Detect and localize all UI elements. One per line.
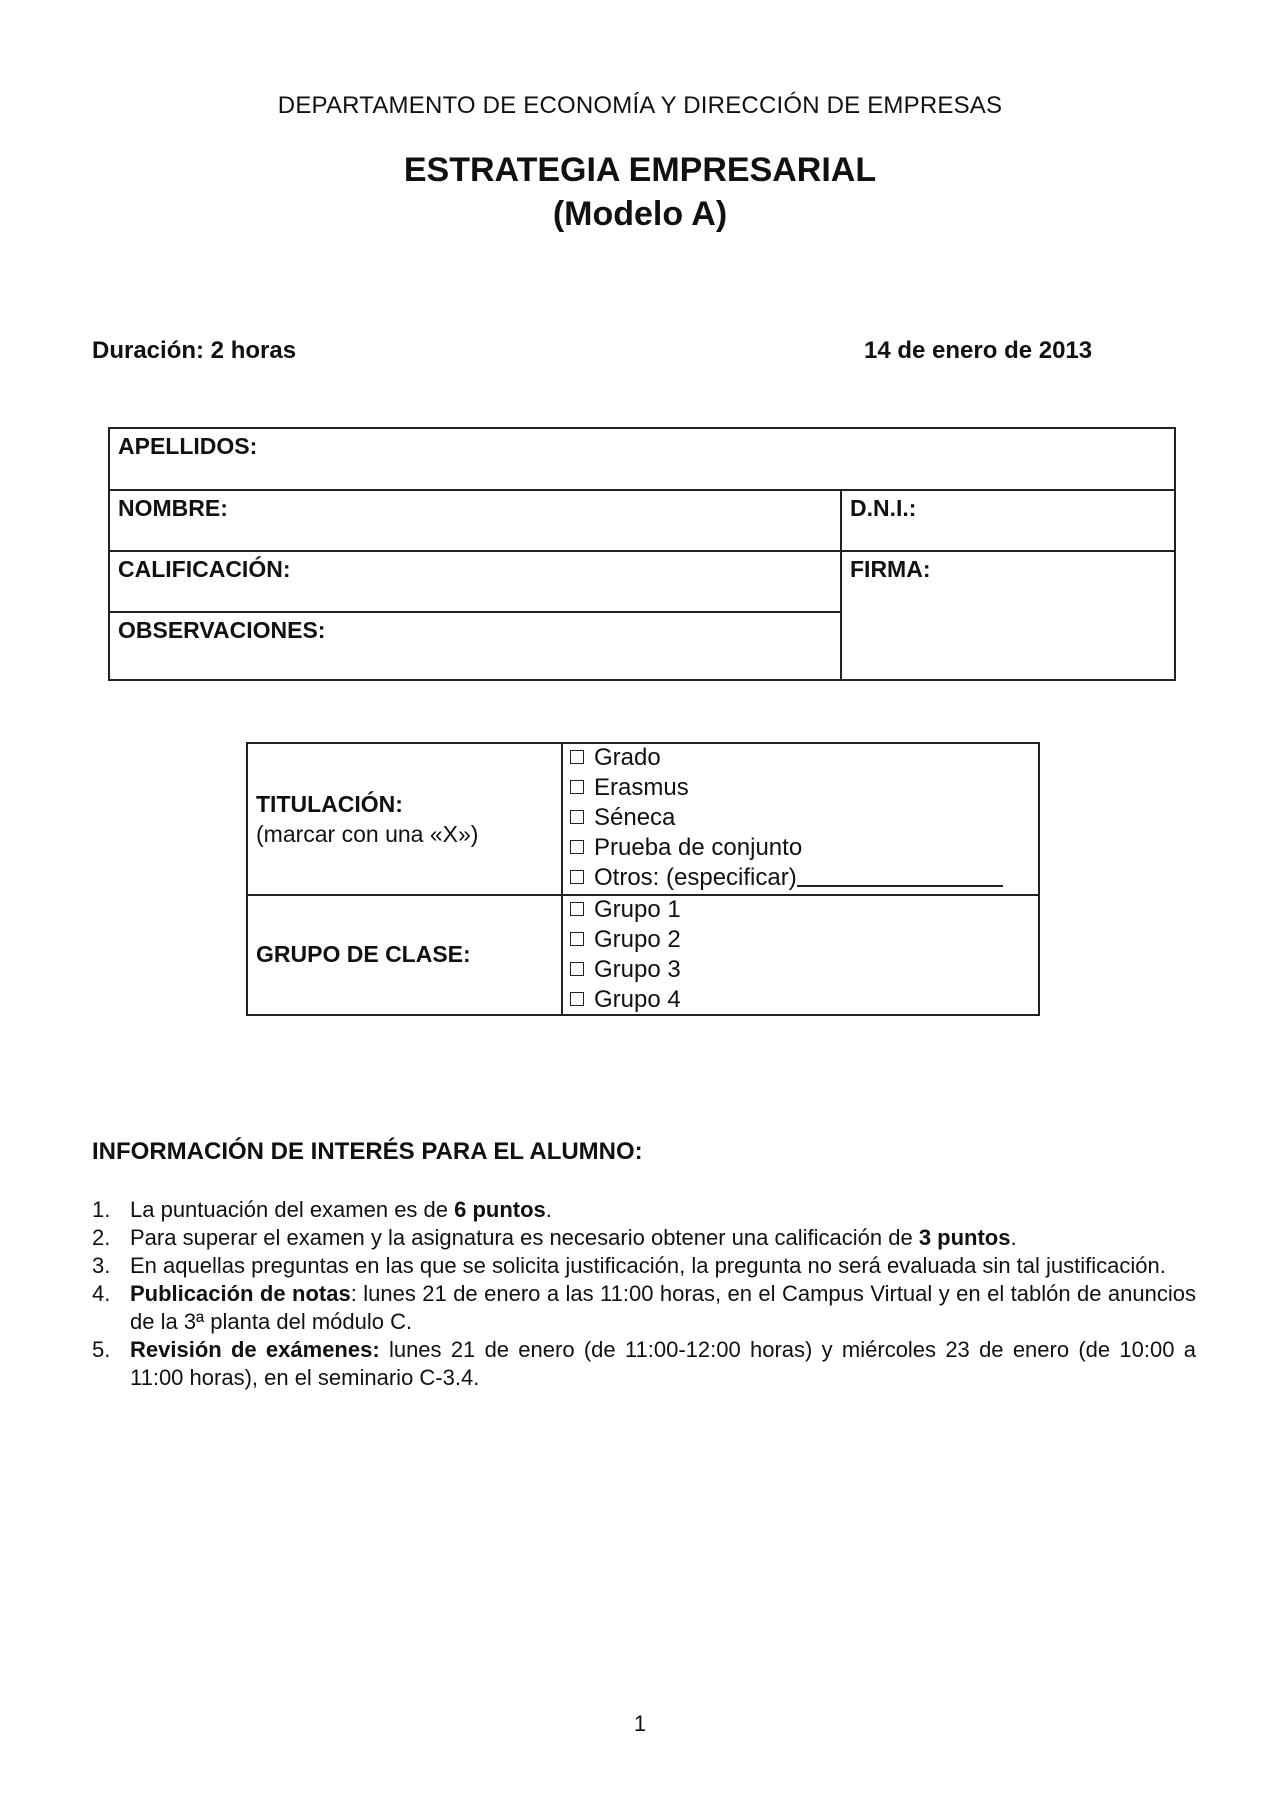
option-grupo-1[interactable]: Grupo 1: [570, 895, 681, 925]
divider: [110, 489, 1174, 491]
checkbox-icon[interactable]: [570, 962, 584, 976]
exam-duration: Duración: 2 horas: [92, 337, 297, 364]
checkbox-icon[interactable]: [570, 870, 584, 884]
option-grado[interactable]: Grado: [570, 743, 1003, 773]
otros-specify-line[interactable]: [797, 863, 1003, 887]
divider: [110, 611, 840, 613]
student-info-form: [108, 427, 1176, 681]
divider: [840, 489, 842, 679]
divider: [561, 744, 563, 1014]
exam-title-model: (Modelo A): [552, 195, 728, 233]
field-nombre[interactable]: NOMBRE:: [118, 495, 228, 521]
titulacion-instruction: (marcar con una «X»): [256, 821, 479, 847]
field-calificacion[interactable]: CALIFICACIÓN:: [118, 556, 291, 582]
titulacion-label: TITULACIÓN:: [256, 791, 403, 817]
checkbox-icon[interactable]: [570, 810, 584, 824]
info-list: [92, 1196, 1196, 1392]
info-heading: INFORMACIÓN DE INTERÉS PARA EL ALUMNO:: [92, 1138, 643, 1165]
titulacion-options: [570, 743, 1003, 893]
exam-date: 14 de enero de 2013: [864, 337, 1093, 364]
option-grupo-4[interactable]: Grupo 4: [570, 985, 681, 1015]
field-dni[interactable]: D.N.I.:: [850, 495, 917, 521]
titulacion-grupo-table: [246, 742, 1040, 1016]
field-firma[interactable]: FIRMA:: [850, 556, 931, 582]
grupo-options: [570, 895, 681, 1015]
checkbox-icon[interactable]: [570, 750, 584, 764]
list-item: 1. La puntuación del examen es de 6 puntos.: [92, 1197, 552, 1222]
department-heading: DEPARTAMENTO DE ECONOMÍA Y DIRECCIÓN DE EMPRESAS: [277, 92, 1003, 119]
option-grupo-2[interactable]: Grupo 2: [570, 925, 681, 955]
field-observaciones[interactable]: OBSERVACIONES:: [118, 617, 326, 643]
list-item: 5. Revisión de exámenes: lunes 21 de enero (de 11:00-12:00 horas) y miércoles 23 de enero (de 10:00 a 11:00 horas), en el seminario C-3.4.: [92, 1337, 1196, 1390]
exam-title-subject: ESTRATEGIA EMPRESARIAL: [403, 151, 877, 189]
option-seneca[interactable]: Séneca: [570, 803, 1003, 833]
option-prueba-conjunto[interactable]: Prueba de conjunto: [570, 833, 1003, 863]
option-otros[interactable]: Otros: (especificar): [570, 863, 1003, 893]
list-item: 2. Para superar el examen y la asignatura es necesario obtener una calificación de 3 puntos.: [92, 1225, 1017, 1250]
list-item: 3. En aquellas preguntas en las que se solicita justificación, la pregunta no será evaluada sin tal justificación.: [92, 1253, 1166, 1278]
list-item: 4. Publicación de notas: lunes 21 de enero a las 11:00 horas, en el Campus Virtual y en el tablón de anuncios de la 3ª planta del módulo C.: [92, 1281, 1197, 1334]
field-apellidos[interactable]: APELLIDOS:: [118, 433, 258, 459]
option-erasmus[interactable]: Erasmus: [570, 773, 1003, 803]
exam-title: [0, 148, 1280, 236]
checkbox-icon[interactable]: [570, 932, 584, 946]
page-number: 1: [633, 1711, 647, 1736]
checkbox-icon[interactable]: [570, 780, 584, 794]
divider: [110, 550, 1174, 552]
grupo-label: GRUPO DE CLASE:: [256, 941, 471, 967]
checkbox-icon[interactable]: [570, 840, 584, 854]
checkbox-icon[interactable]: [570, 992, 584, 1006]
option-grupo-3[interactable]: Grupo 3: [570, 955, 681, 985]
checkbox-icon[interactable]: [570, 902, 584, 916]
